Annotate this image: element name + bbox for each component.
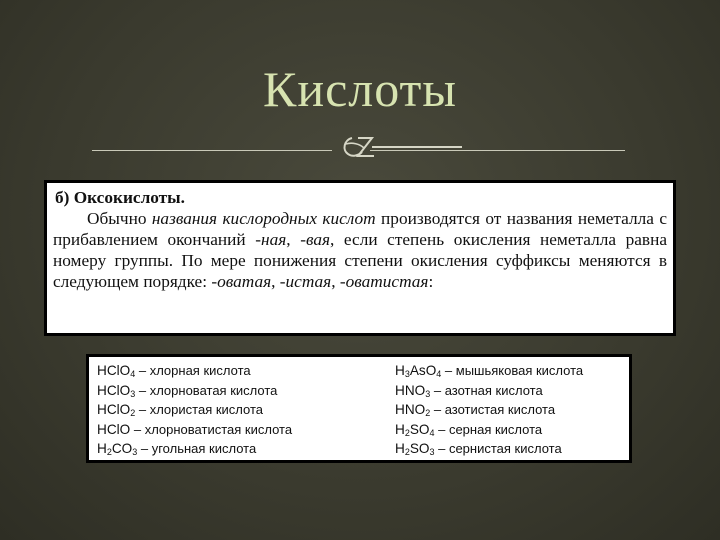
- acid-row: $H_2SO_4$ – серная кислота: [395, 421, 543, 438]
- title-rule-accent: [372, 146, 462, 148]
- acid-row: $H_2SO_3$ – сернистая кислота: [395, 441, 562, 458]
- slide-title: Кислоты: [262, 61, 458, 117]
- acid-row: $H_3AsO_4$ – мышьяковая кислота: [395, 363, 584, 379]
- title-rule-left: [92, 150, 332, 151]
- acid-row: $HNO_3$ – азотная кислота: [395, 382, 543, 399]
- acid-row: HClO$_2$ – хлористая кислота: [97, 402, 264, 419]
- explanation-paragraph: Обычно названия кислородных кислот производятся от названия неметалла с прибавлением окончаний -ная, -вая, если степень окисления неметалла равна номеру группы. По мере понижения степени окисления суффиксы меняются в следующем порядке: -оватая, -истая, -оватистая:: [53, 209, 667, 291]
- section-heading: б) Оксокислоты.: [55, 188, 185, 207]
- acids-column-left: [97, 361, 387, 459]
- acids-column-right: [395, 361, 631, 459]
- ornament-icon: [338, 132, 378, 162]
- acid-row: $H_2CO_3$ – угольная кислота: [97, 441, 257, 458]
- acid-row: $HNO_2$ – азотистая кислота: [395, 402, 556, 419]
- oxoacids-text-box: [44, 180, 676, 336]
- acid-row: HClO$_4$ – хлорная кислота: [97, 363, 251, 379]
- acid-row: HClO – хлорноватистая кислота: [97, 421, 293, 437]
- title-rule-right: [370, 150, 625, 151]
- acids-table: [86, 354, 632, 463]
- acid-row: HClO$_3$ – хлорноватая кислота: [97, 382, 278, 399]
